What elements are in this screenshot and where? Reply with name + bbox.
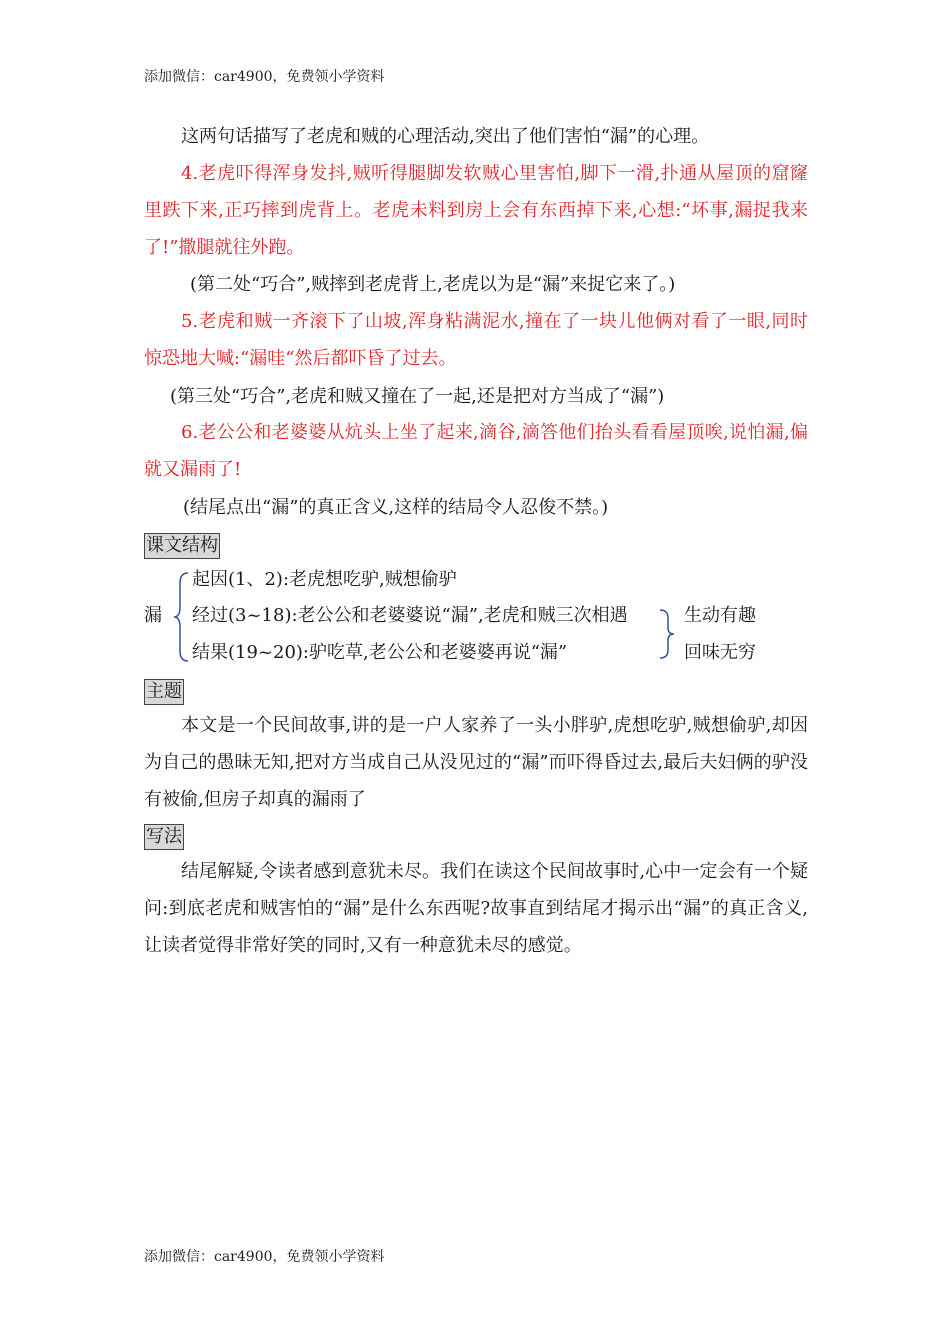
writing-text: 结尾解疑,令读者感到意犹未尽。我们在读这个民间故事时,心中一定会有一个疑问:到底老虎和贼害怕的“漏”是什么东西呢?故事直到结尾才揭示出“漏”的真正含义,让读者觉得非常好笑的同时,又有一种意犹未尽的感觉。 [144, 861, 808, 956]
paragraph-analysis-3: 这两句话描写了老虎和贼的心理活动,突出了他们害怕“漏”的心理。 [181, 126, 710, 147]
theme-text: 本文是一个民间故事,讲的是一户人家养了一头小胖驴,虎想吃驴,贼想偷驴,却因为自己的愚昧无知,把对方当成自己从没见过的“漏”而吓得昏过去,最后夫妇俩的驴没有被偷,但房子却真的漏雨了 [144, 715, 808, 810]
structure-item-result: 结果(19~20):驴吃草,老公公和老婆婆再说“漏” [192, 642, 568, 663]
structure-heading: 课文结构 [144, 533, 220, 559]
note-5: (第三处“巧合”,老虎和贼又撞在了一起,还是把对方当成了“漏”) [170, 386, 665, 407]
structure-item-process: 经过(3~18):老公公和老婆婆说“漏”,老虎和贼三次相遇 [192, 605, 628, 626]
structure-effect-2: 回味无穷 [684, 642, 756, 663]
paragraph-4: 4.老虎吓得浑身发抖,贼听得腿脚发软贼心里害怕,脚下一滑,扑通从屋顶的窟窿里跌下来,正巧摔到虎背上。老虎未料到房上会有东西掉下来,心想:“坏事,漏捉我来了!”撒腿就往外跑。 [144, 163, 808, 258]
structure-root: 漏 [144, 605, 162, 626]
writing-heading: 写法 [144, 824, 184, 850]
theme-heading: 主题 [144, 679, 184, 705]
page-header: 添加微信：car4900，免费领小学资料 [144, 69, 385, 85]
page-footer: 添加微信：car4900，免费领小学资料 [144, 1249, 385, 1265]
left-brace [174, 571, 190, 663]
paragraph-6: 6.老公公和老婆婆从炕头上坐了起来,滴谷,滴答他们抬头看看屋顶唉,说怕漏,偏就又漏雨了! [144, 422, 808, 480]
structure-effect-1: 生动有趣 [684, 605, 756, 626]
note-4: (第二处“巧合”,贼摔到老虎背上,老虎以为是“漏”来捉它来了。) [190, 274, 676, 295]
paragraph-5: 5.老虎和贼一齐滚下了山坡,浑身粘满泥水,撞在了一块儿他俩对看了一眼,同时惊恐地大喊:“漏哇“然后都吓昏了过去。 [144, 311, 808, 369]
note-6: (结尾点出“漏”的真正含义,这样的结局令人忍俊不禁。) [183, 497, 609, 518]
structure-item-cause: 起因(1、2):老虎想吃驴,贼想偷驴 [192, 569, 457, 590]
right-brace [660, 608, 676, 660]
